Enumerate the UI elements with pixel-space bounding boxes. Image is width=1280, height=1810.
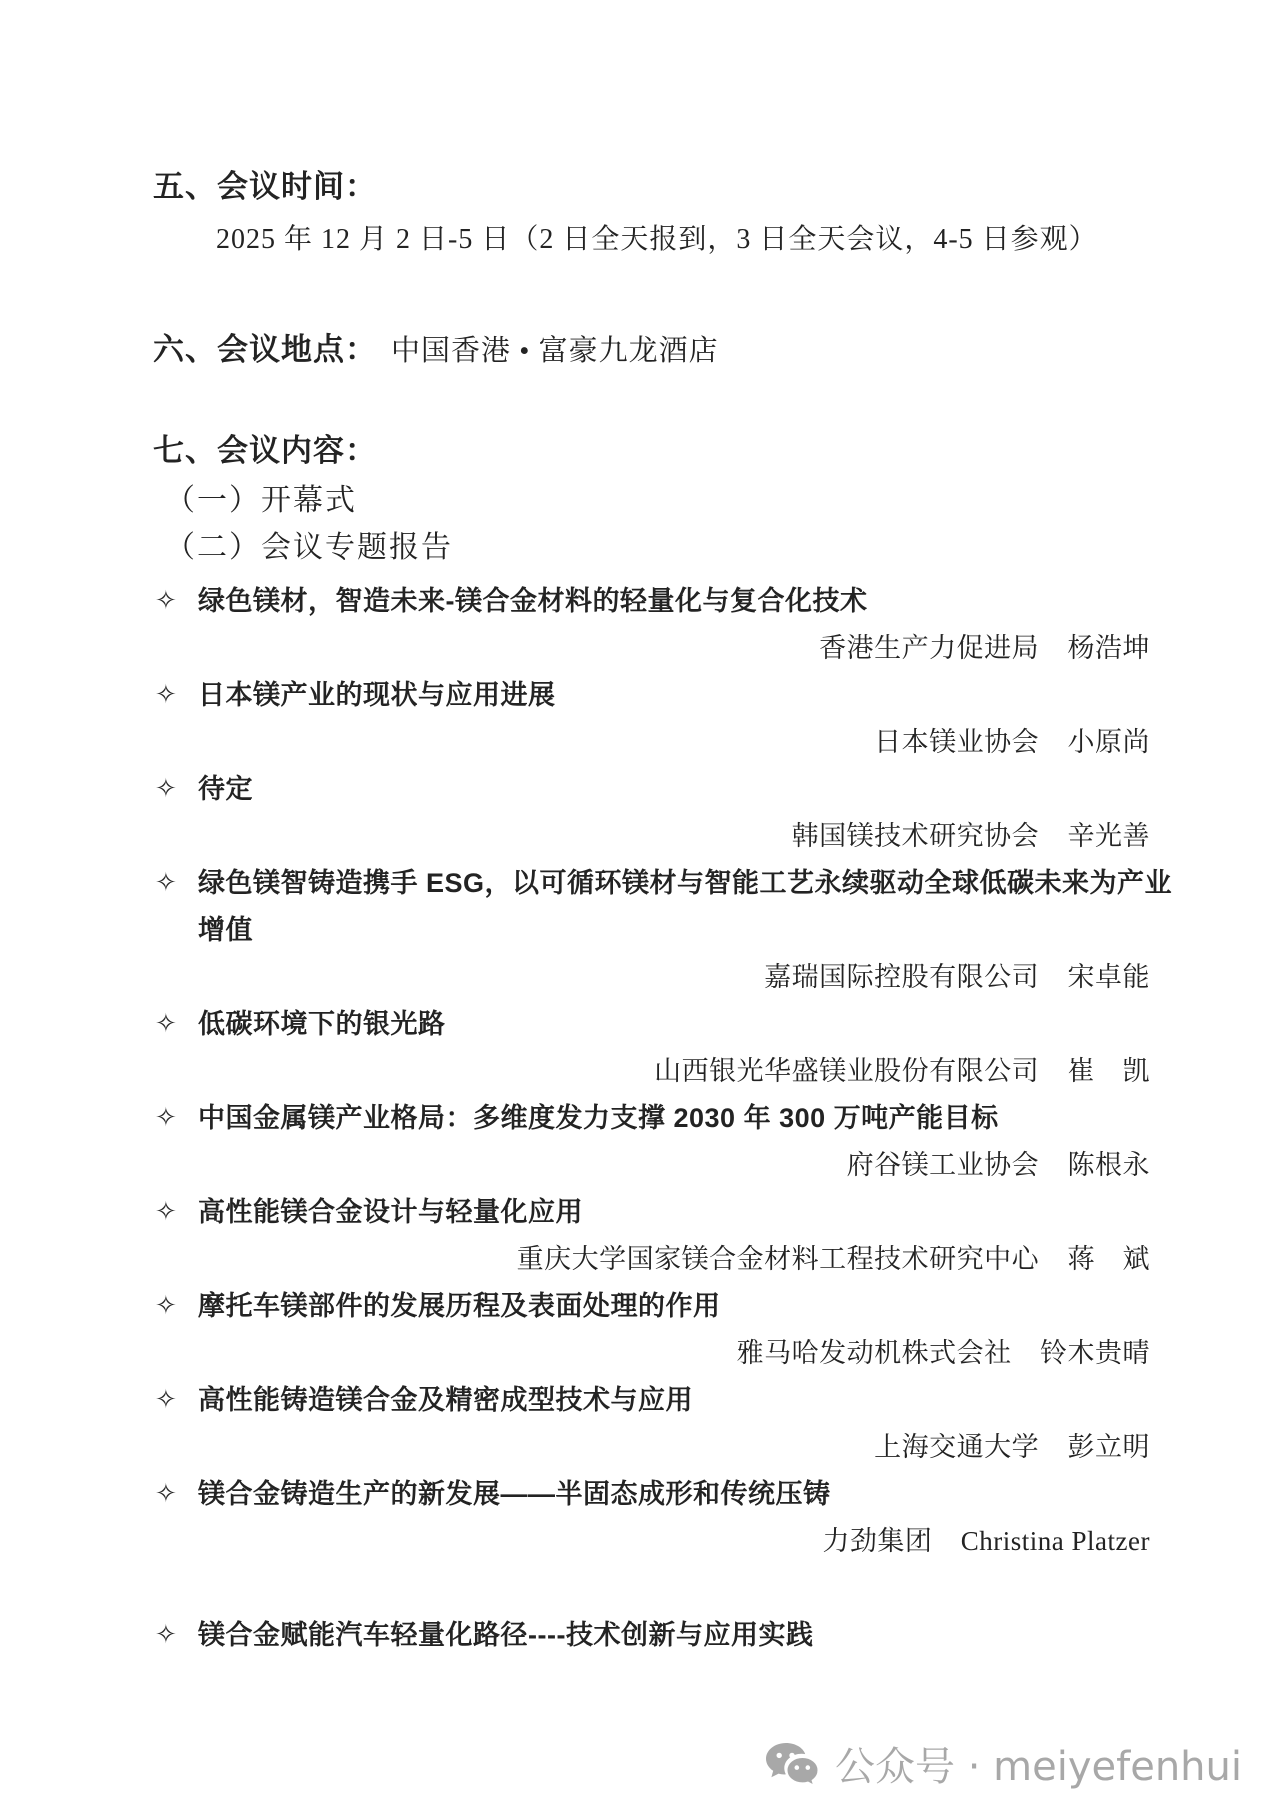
report-org: 雅马哈发动机株式会社: [736, 1338, 1012, 1368]
section-heading-venue: [153, 331, 719, 370]
agenda-subitem-reports: （二）会议专题报告: [165, 531, 453, 564]
section-agenda-label: 七、会议内容：: [153, 433, 377, 468]
report-title-text: 绿色镁材，智造未来-镁合金材料的轻量化与复合化技术: [198, 586, 868, 616]
report-title-text: 镁合金赋能汽车轻量化路径----技术创新与应用实践: [198, 1620, 814, 1650]
agenda-subitem-opening: （一）开幕式: [165, 484, 357, 517]
report-affiliation: [153, 719, 1150, 766]
report-speaker: 蒋 斌: [1067, 1244, 1150, 1274]
report-speaker: 杨浩坤: [1067, 633, 1150, 663]
report-speaker: 陈根永: [1067, 1150, 1150, 1180]
diamond-bullet-icon: ✧: [155, 1197, 178, 1227]
report-org: 嘉瑞国际控股有限公司: [764, 962, 1040, 992]
report-title-text: 镁合金铸造生产的新发展——半固态成形和传统压铸: [198, 1479, 831, 1509]
report-affiliation: [153, 954, 1150, 1001]
report-title-text: 绿色镁智铸造携手 ESG，以可循环镁材与智能工艺永续驱动全球低碳未来为产业增值: [198, 868, 1173, 945]
report-speaker: 小原尚: [1067, 727, 1150, 757]
report-item: [153, 578, 1150, 672]
report-item: [153, 860, 1173, 1001]
report-item: [153, 1612, 1150, 1659]
diamond-bullet-icon: ✧: [155, 1103, 178, 1133]
report-speaker: 铃木贵晴: [1040, 1338, 1150, 1368]
report-item: [153, 672, 1150, 766]
report-title: [153, 1283, 1192, 1330]
report-org: 山西银光华盛镁业股份有限公司: [654, 1056, 1040, 1086]
diamond-bullet-icon: ✧: [155, 1479, 178, 1509]
report-title: [153, 1189, 1192, 1236]
report-title: [153, 1612, 1192, 1659]
report-item: [153, 1471, 1150, 1565]
report-title-text: 待定: [198, 774, 253, 804]
meeting-venue-text: 中国香港 • 富豪九龙酒店: [391, 335, 719, 367]
wechat-icon: [765, 1742, 823, 1792]
report-title: [153, 860, 1192, 954]
diamond-bullet-icon: ✧: [155, 680, 178, 710]
report-title-text: 摩托车镁部件的发展历程及表面处理的作用: [198, 1291, 721, 1321]
report-org: 日本镁业协会: [874, 727, 1040, 757]
report-title-text: 高性能铸造镁合金及精密成型技术与应用: [198, 1385, 693, 1415]
diamond-bullet-icon: ✧: [155, 1291, 178, 1321]
report-affiliation: [153, 1142, 1150, 1189]
report-item: [153, 1095, 1150, 1189]
report-affiliation: [153, 1424, 1150, 1471]
report-speaker: 宋卓能: [1067, 962, 1150, 992]
meeting-date-text: 2025 年 12 月 2 日-5 日（2 日全天报到，3 日全天会议，4-5 日参观）: [216, 224, 1098, 255]
report-org: 韩国镁技术研究协会: [791, 821, 1040, 851]
report-item: [153, 766, 1150, 860]
diamond-bullet-icon: ✧: [155, 1009, 178, 1039]
diamond-bullet-icon: ✧: [155, 774, 178, 804]
report-speaker: 彭立明: [1067, 1432, 1150, 1462]
section-time-label: 五、会议时间：: [153, 169, 377, 204]
report-item: [153, 1001, 1150, 1095]
report-affiliation: [153, 1518, 1150, 1565]
report-affiliation: [153, 813, 1150, 860]
wechat-watermark-text: 公众号 · meiyefenhui: [835, 1744, 1242, 1790]
report-item: [153, 1189, 1150, 1283]
section-heading-time: [153, 168, 377, 206]
report-title-text: 高性能镁合金设计与轻量化应用: [198, 1197, 583, 1227]
report-title: [153, 1095, 1192, 1142]
report-title-text: 日本镁产业的现状与应用进展: [198, 680, 556, 710]
report-item: [153, 1377, 1150, 1471]
report-title-text: 低碳环境下的银光路: [198, 1009, 446, 1039]
section-heading-agenda: [153, 432, 377, 470]
report-title: [153, 1001, 1192, 1048]
report-speaker: 崔 凯: [1067, 1056, 1150, 1086]
report-org: 香港生产力促进局: [819, 633, 1040, 663]
report-affiliation: [153, 1048, 1150, 1095]
report-org: 上海交通大学: [874, 1432, 1040, 1462]
diamond-bullet-icon: ✧: [155, 1385, 178, 1415]
report-speaker: 辛光善: [1067, 821, 1150, 851]
report-title: [153, 1377, 1192, 1424]
report-title: [153, 766, 1192, 813]
report-affiliation: [153, 625, 1150, 672]
report-speaker: Christina Platzer: [960, 1526, 1150, 1556]
report-list: [153, 578, 1173, 1659]
report-org: 府谷镁工业协会: [846, 1150, 1040, 1180]
diamond-bullet-icon: ✧: [155, 586, 178, 616]
diamond-bullet-icon: ✧: [155, 868, 178, 898]
report-affiliation: [153, 1236, 1150, 1283]
report-item: [153, 1283, 1150, 1377]
report-affiliation: [153, 1330, 1150, 1377]
report-org: 重庆大学国家镁合金材料工程技术研究中心: [516, 1244, 1040, 1274]
section-venue-label: 六、会议地点：: [153, 332, 377, 367]
report-title: [153, 1471, 1192, 1518]
report-title-text: 中国金属镁产业格局：多维度发力支撑 2030 年 300 万吨产能目标: [198, 1103, 999, 1133]
report-title: [153, 578, 1192, 625]
wechat-watermark: [765, 1742, 1242, 1792]
report-title: [153, 672, 1192, 719]
report-org: 力劲集团: [822, 1526, 933, 1556]
diamond-bullet-icon: ✧: [155, 1620, 178, 1650]
